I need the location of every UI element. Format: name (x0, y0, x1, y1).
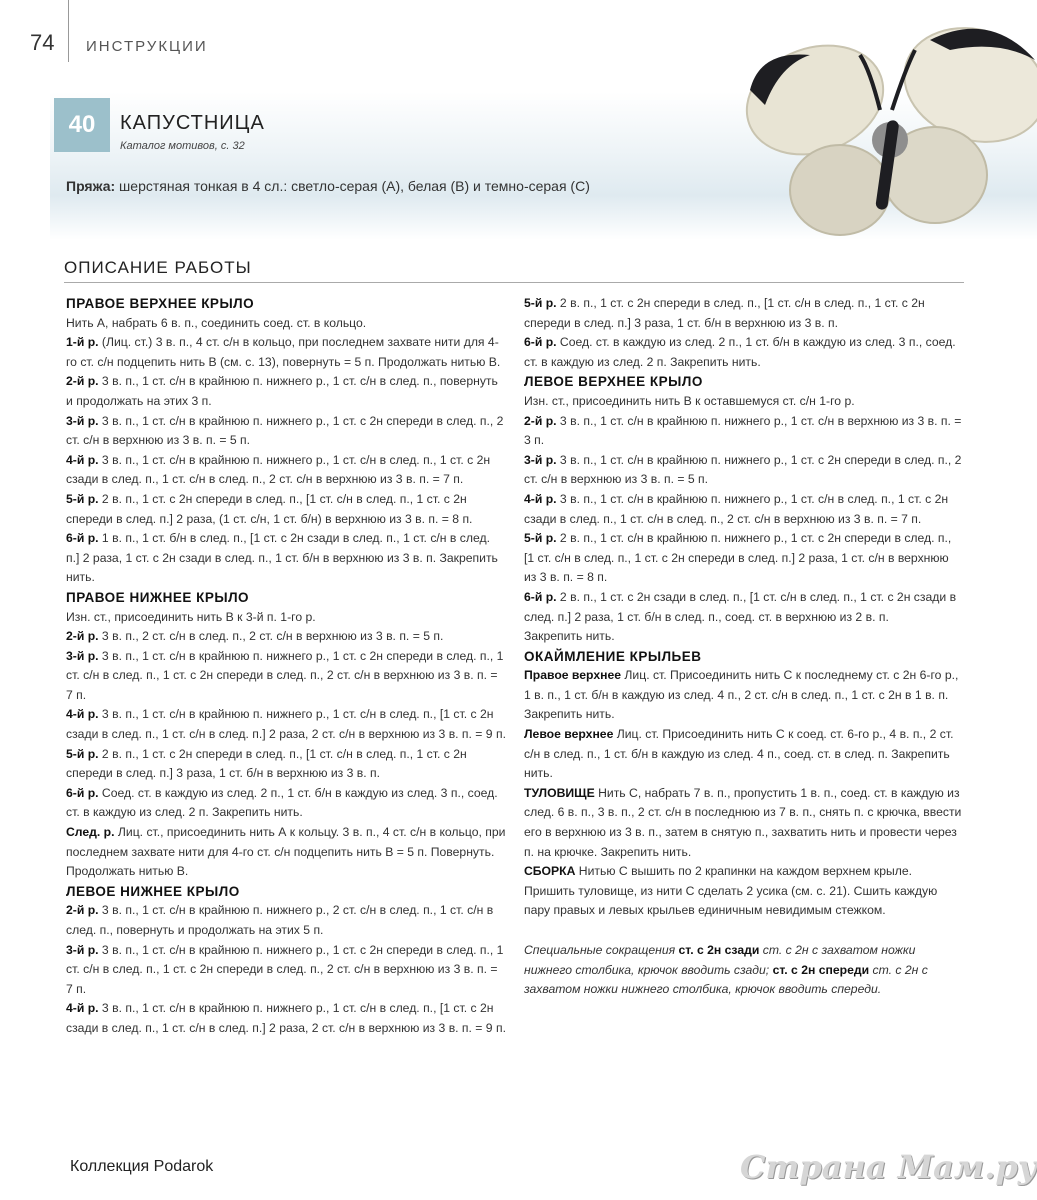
row-instruction (524, 529, 964, 588)
yarn-label: Пряжа: (66, 178, 116, 194)
row-label: 5-й р. (524, 531, 557, 546)
row-label: 6-й р. (524, 335, 557, 350)
section-heading: ЛЕВОЕ ВЕРХНЕЕ КРЫЛО (524, 374, 703, 390)
row-label: След. р. (66, 825, 115, 840)
row-instruction (66, 999, 506, 1038)
row-instruction (524, 333, 964, 372)
row-label: СБОРКА (524, 864, 576, 879)
row-instruction (524, 490, 964, 529)
instruction-line: Изн. ст., присоединить нить В к 3-й п. 1-го р. (66, 609, 316, 624)
row-text: 3 в. п., 1 ст. с/н в крайнюю п. нижнего р., 1 ст. с/н в верхнюю из 3 в. п. = 3 п. (524, 413, 962, 448)
row-text: Лиц. ст. Присоединить нить С к соед. ст. 6-го р., 4 в. п., 2 ст. с/н в след. п., 1 ст. б/н в каждую из след. 4 п., соед. ст. в след. п. Закрепить нить. (524, 727, 954, 781)
row-label: 4-й р. (66, 452, 99, 467)
pattern-title: КАПУСТНИЦА (120, 112, 265, 134)
row-instruction (524, 725, 964, 784)
row-instruction (524, 666, 964, 725)
row-text: Лиц. ст., присоединить нить А к кольцу. 3 в. п., 4 ст. с/н в кольцо, при последнем захвате нити для 4-го ст. с/н подцепить нить В = 5 п. Повернуть. Продолжать нитью В. (66, 825, 506, 879)
yarn-info (66, 178, 590, 194)
row-text: 2 в. п., 1 ст. с 2н спереди в след. п., [1 ст. с/н в след. п., 1 ст. с 2н спереди в след. п.] 2 раза, (1 ст. с/н, 1 ст. б/н) в верхнюю из 3 в. п. = 8 п. (66, 491, 473, 526)
row-text: Соед. ст. в каждую из след. 2 п., 1 ст. б/н в каждую из след. 3 п., соед. ст. в каждую из след. 2 п. Закрепить нить. (66, 785, 498, 820)
row-instruction (524, 862, 964, 921)
yarn-text: шерстяная тонкая в 4 сл.: светло-серая (А), белая (В) и темно-серая (С) (115, 178, 590, 194)
row-instruction (66, 705, 506, 744)
row-text: Лиц. ст. Присоединить нить С к последнему ст. с 2н 6-го р., 1 в. п., 1 ст. б/н в каждую из след. 4 п., 2 ст. с/н в след. п., 1 ст. с 2н в 1 в. п. Закрепить нить. (524, 668, 959, 722)
row-label: Левое верхнее (524, 727, 614, 742)
row-text: 3 в. п., 1 ст. с/н в крайнюю п. нижнего р., 1 ст. с 2н спереди в след. п., 1 ст. с/н в след. п., 1 ст. с 2н спереди в след. п., 2 ст. с/н в верхнюю из 3 в. п. = 7 п. (66, 648, 504, 702)
row-instruction (66, 823, 506, 882)
row-label: 3-й р. (66, 942, 99, 957)
pattern-number-badge: 40 (54, 98, 110, 152)
left-column (66, 294, 506, 1039)
row-text: 3 в. п., 1 ст. с/н в крайнюю п. нижнего р., 1 ст. с/н в след. п., 1 ст. с 2н сзади в след. п., 1 ст. с/н в след. п., 2 ст. с/н в верхнюю из 3 в. п. = 7 п. (524, 491, 949, 526)
row-text: 3 в. п., 2 ст. с/н в след. п., 2 ст. с/н в верхнюю из 3 в. п. = 5 п. (98, 629, 444, 644)
heading-rule (64, 282, 964, 283)
row-label: 3-й р. (66, 413, 99, 428)
row-instruction (524, 451, 964, 490)
instruction-line: Изн. ст., присоединить нить В к оставшемуся ст. с/н 1-го р. (524, 393, 855, 408)
row-instruction (66, 529, 506, 588)
catalog-reference: Каталог мотивов, с. 32 (120, 140, 245, 152)
row-label: 2-й р. (66, 374, 99, 389)
section-heading: ПРАВОЕ НИЖНЕЕ КРЫЛО (66, 589, 250, 605)
row-label: 2-й р. (66, 903, 99, 918)
row-label: 4-й р. (524, 491, 557, 506)
row-label: 4-й р. (66, 1001, 99, 1016)
abbr-definition: ст. с 2н с захватом ножки нижнего столбика, крючок вводить сзади; (524, 943, 916, 977)
instruction-line: Нить А, набрать 6 в. п., соединить соед. ст. в кольцо. (66, 315, 367, 330)
section-heading: ПРАВОЕ ВЕРХНЕЕ КРЫЛО (66, 296, 255, 311)
abbr-term: ст. с 2н спереди (772, 962, 870, 977)
row-instruction (66, 784, 506, 823)
row-instruction (524, 784, 964, 862)
row-label: Правое верхнее (524, 668, 622, 683)
row-instruction (66, 647, 506, 706)
abbr-term: ст. с 2н сзади (678, 943, 760, 957)
row-text: 3 в. п., 1 ст. с/н в крайнюю п. нижнего р., 1 ст. с 2н спереди в след. п., 2 ст. с/н в верхнюю из 3 в. п. = 5 п. (66, 413, 504, 448)
row-label: 6-й р. (66, 785, 99, 800)
abbr-definition: ст. с 2н с захватом ножки нижнего столбика, крючок вводить спереди. (524, 962, 928, 997)
row-label: 4-й р. (66, 707, 99, 722)
row-label: 1-й р. (66, 335, 99, 350)
row-label: 2-й р. (524, 413, 557, 428)
watermark: Страна Мам.ру (740, 1148, 1037, 1186)
row-instruction (66, 941, 506, 1000)
butterfly-image (720, 10, 1037, 250)
abbreviations-note (524, 941, 964, 1000)
row-label: 5-й р. (524, 296, 557, 310)
description-heading: ОПИСАНИЕ РАБОТЫ (64, 258, 252, 277)
row-instruction (66, 745, 506, 784)
row-label: 3-й р. (524, 452, 557, 467)
header-divider (68, 0, 69, 62)
row-text: 2 в. п., 1 ст. с 2н спереди в след. п., [1 ст. с/н в след. п., 1 ст. с 2н спереди в след. п.] 3 раза, 1 ст. б/н в верхнюю из 3 в. п. (66, 746, 467, 781)
row-instruction (66, 901, 506, 940)
page-number: 74 (30, 30, 55, 55)
row-text: 3 в. п., 1 ст. с/н в крайнюю п. нижнего р., 1 ст. с/н в след. п., [1 ст. с 2н сзади в след. п., 1 ст. с/н в след. п.] 2 раза, 2 ст. с/н в верхнюю из 3 в. п. = 9 п. (66, 707, 506, 742)
row-label: 6-й р. (524, 589, 557, 604)
row-text: Нитью С вышить по 2 крапинки на каждом верхнем крыле. Пришить туловище, из нити С сделать 2 усика (см. с. 21). Сшить каждую пару правых и левых крыльев единичным невидимым стежком. (524, 864, 938, 918)
row-text: 3 в. п., 1 ст. с/н в крайнюю п. нижнего р., 1 ст. с/н в след. п., повернуть и продолжать на этих 3 п. (66, 374, 498, 408)
row-instruction (66, 627, 506, 647)
abbr-intro: Специальные сокращения (524, 943, 679, 957)
row-label: 6-й р. (66, 531, 99, 546)
row-text: 2 в. п., 1 ст. с/н в крайнюю п. нижнего р., 1 ст. с 2н спереди в след. п., [1 ст. с/н в след. п., 1 ст. с 2н спереди в след. п.] 2 раза, 1 ст. с/н в верхнюю из 3 в. п. = 8 п. (524, 531, 952, 585)
row-instruction (524, 412, 964, 451)
row-instruction (66, 333, 506, 372)
row-label: 2-й р. (66, 629, 99, 644)
row-instruction (66, 490, 506, 529)
row-instruction (66, 372, 506, 411)
footer-text: Коллекция Podarok (70, 1158, 214, 1175)
row-text: 3 в. п., 1 ст. с/н в крайнюю п. нижнего р., 1 ст. с/н в след. п., 1 ст. с 2н сзади в след. п., 1 ст. с/н в след. п., 2 ст. с/н в верхнюю из 3 в. п. = 7 п. (66, 452, 491, 487)
row-text: 3 в. п., 1 ст. с/н в крайнюю п. нижнего р., 2 ст. с/н в след. п., 1 ст. с/н в след. п., повернуть и продолжать на этих 5 п. (66, 903, 494, 937)
row-text: 2 в. п., 1 ст. с 2н сзади в след. п., [1 ст. с/н в след. п., 1 ст. с 2н сзади в след. п.] 2 раза, 1 ст. б/н в след. п., соед. ст. в верхнюю из 2 в. п. (524, 589, 957, 624)
section-heading: ОКАЙМЛЕНИЕ КРЫЛЬЕВ (524, 648, 702, 664)
row-text: 3 в. п., 1 ст. с/н в крайнюю п. нижнего р., 1 ст. с/н в след. п., [1 ст. с 2н сзади в след. п., 1 ст. с/н в след. п.] 2 раза, 2 ст. с/н в верхнюю из 3 в. п. = 9 п. (66, 1001, 506, 1035)
row-text: 2 в. п., 1 ст. с 2н спереди в след. п., [1 ст. с/н в след. п., 1 ст. с 2н спереди в след. п.] 3 раза, 1 ст. б/н в верхнюю из 3 в. п. (524, 296, 925, 330)
row-instruction (66, 412, 506, 451)
row-label: 3-й р. (66, 648, 99, 663)
instruction-line: Закрепить нить. (524, 629, 615, 644)
row-text: (Лиц. ст.) 3 в. п., 4 ст. с/н в кольцо, при последнем захвате нити для 4-го ст. с/н подцепить нить В (см. с. 13), повернуть = 5 п. Продолжать нитью В. (66, 335, 501, 369)
row-instruction (524, 294, 964, 333)
row-text: 3 в. п., 1 ст. с/н в крайнюю п. нижнего р., 1 ст. с 2н спереди в след. п., 2 ст. с/н в верхнюю из 3 в. п. = 5 п. (524, 452, 962, 487)
section-title: ИНСТРУКЦИИ (86, 38, 208, 55)
row-text: 1 в. п., 1 ст. б/н в след. п., [1 ст. с 2н сзади в след. п., 1 ст. с/н в след. п.] 2 раза, 1 ст. с 2н сзади в след. п., 1 ст. б/н в верхнюю из 3 в. п. Закрепить нить. (66, 531, 498, 585)
row-label: 5-й р. (66, 491, 99, 506)
row-text: Нить С, набрать 7 в. п., пропустить 1 в. п., соед. ст. в каждую из след. 6 в. п., 3 в. п., 2 ст. с/н в последнюю из 7 в. п., снять п. с крючка, ввести его в верхнюю из 3 в. п., затем в снятую п., захватить нить и провести через п. на крючке. Закрепить нить. (524, 785, 962, 859)
row-label: ТУЛОВИЩЕ (524, 785, 595, 800)
row-instruction (66, 451, 506, 490)
row-text: 3 в. п., 1 ст. с/н в крайнюю п. нижнего р., 1 ст. с 2н спереди в след. п., 1 ст. с/н в след. п., 1 ст. с 2н спереди в след. п., 2 ст. с/н в верхнюю из 3 в. п. = 7 п. (66, 942, 504, 996)
section-heading: ЛЕВОЕ НИЖНЕЕ КРЫЛО (66, 883, 240, 899)
row-label: 5-й р. (66, 746, 99, 761)
right-column (524, 294, 964, 1000)
row-text: Соед. ст. в каждую из след. 2 п., 1 ст. б/н в каждую из след. 3 п., соед. ст. в каждую из след. 2 п. Закрепить нить. (524, 335, 956, 369)
row-instruction (524, 588, 964, 627)
